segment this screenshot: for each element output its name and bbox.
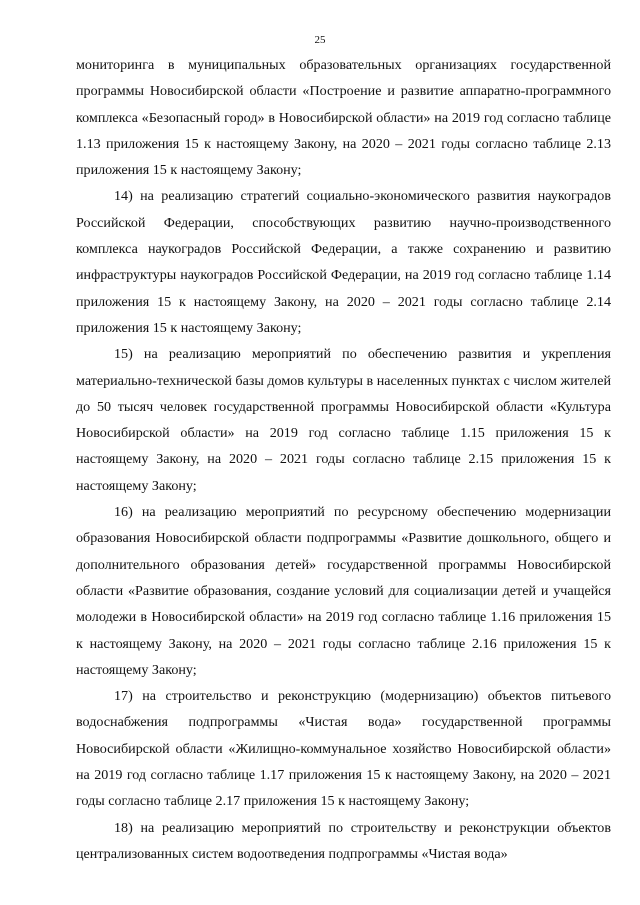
paragraph-item-18: 18) на реализацию мероприятий по строительству и реконструкции объектов централизованных систем водоотведения подпрограммы «Чистая вода»: [76, 819, 611, 862]
paragraph-item-17: 17) на строительство и реконструкцию (модернизацию) объектов питьевого водоснабжения подпрограммы «Чистая вода» государственной программы Новосибирской области «Жилищно-коммунальное хозяйство Новосибирской области» на 2019 год согласно таблице 1.17 приложения 15 к настоящему Закону, на 2020 – 2021 годы согласно таблице 2.17 приложения 15 к настоящему Закону;: [76, 688, 611, 810]
paragraph-continuation: мониторинга в муниципальных образовательных организациях государственной программы Новосибирской области «Построение и развитие аппаратно-программного комплекса «Безопасный город» в Новосибирской области» на 2019 год согласно таблице 1.13 приложения 15 к настоящему Закону, на 2020 – 2021 годы согласно таблице 2.13 приложения 15 к настоящему Закону;: [76, 57, 611, 179]
paragraph-item-14: 14) на реализацию стратегий социально-экономического развития наукоградов Российской Федерации, способствующих развитию научно-производственного комплекса наукоградов Российской Федерации, а также сохранению и развитию инфраструктуры наукоградов Российской Федерации, на 2019 год согласно таблице 1.14 приложения 15 к настоящему Закону, на 2020 – 2021 годы согласно таблице 2.14 приложения 15 к настоящему Закону;: [76, 188, 611, 336]
page-number: 25: [314, 34, 326, 46]
document-body: [76, 52, 611, 867]
paragraph-item-16: 16) на реализацию мероприятий по ресурсному обеспечению модернизации образования Новосибирской области подпрограммы «Развитие дошкольного, общего и дополнительного образования детей» государственной программы Новосибирской области «Развитие образования, создание условий для социализации детей и учащейся молодежи в Новосибирской области» на 2019 год согласно таблице 1.16 приложения 15 к настоящему Закону, на 2020 – 2021 годы согласно таблице 2.16 приложения 15 к настоящему Закону;: [76, 504, 611, 678]
paragraph-item-15: 15) на реализацию мероприятий по обеспечению развития и укрепления материально-технической базы домов культуры в населенных пунктах с числом жителей до 50 тысяч человек государственной программы Новосибирской области «Культура Новосибирской области» на 2019 год согласно таблице 1.15 приложения 15 к настоящему Закону, на 2020 – 2021 годы согласно таблице 2.15 приложения 15 к настоящему Закону;: [76, 346, 611, 494]
